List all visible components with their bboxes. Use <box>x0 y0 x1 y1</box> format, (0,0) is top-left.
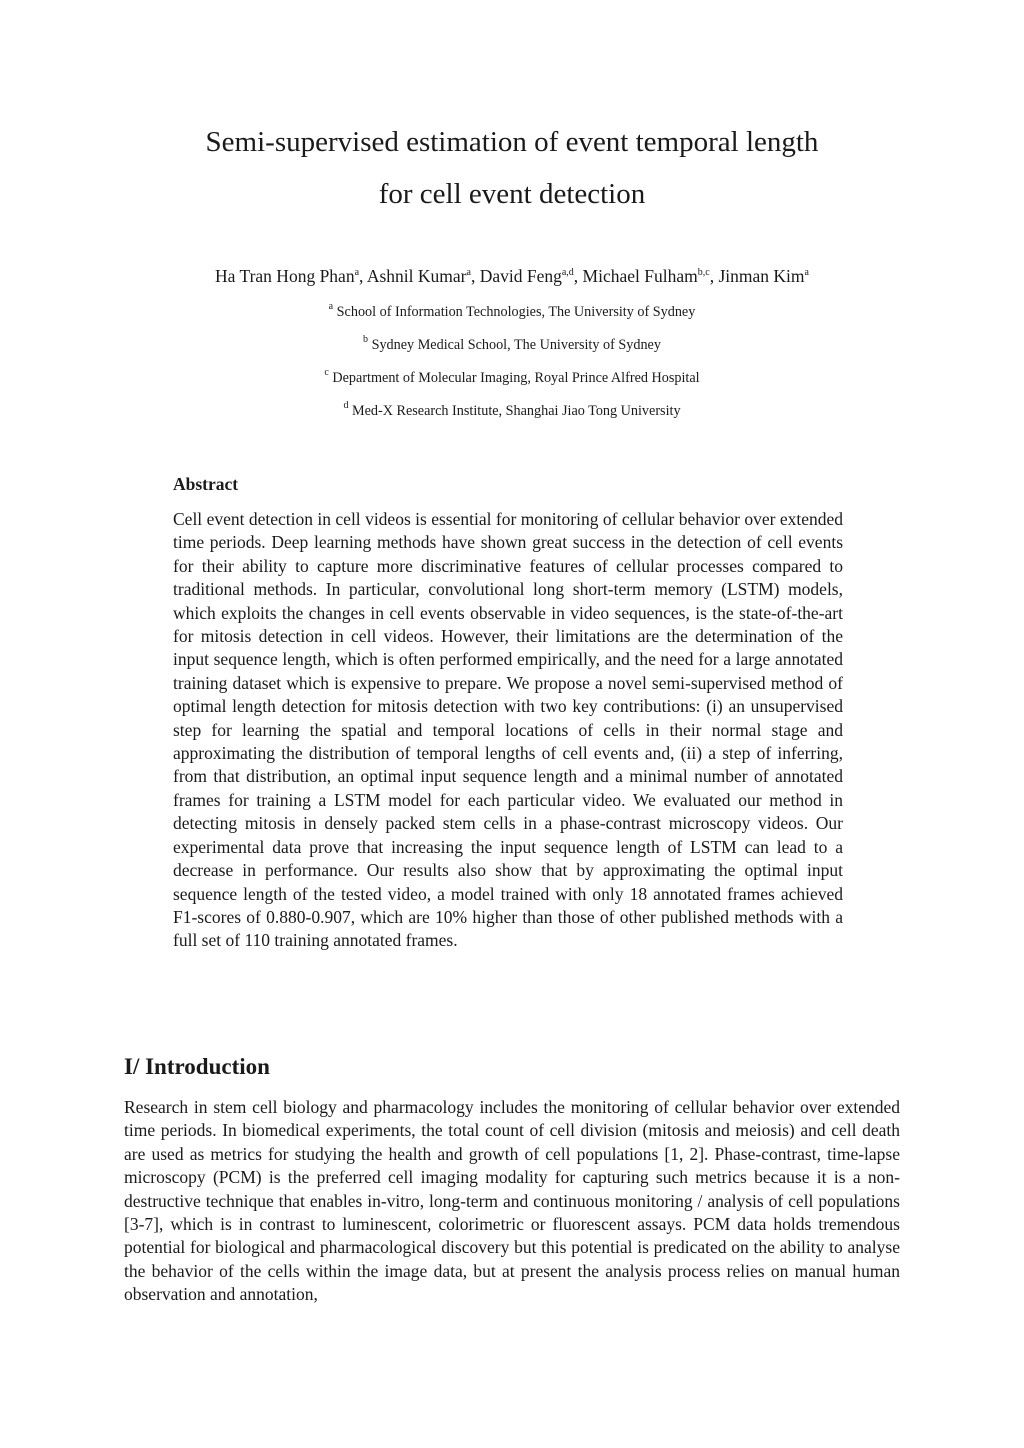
affiliation-c <box>0 368 1024 388</box>
author-name: Ashnil Kumar <box>366 266 467 286</box>
author-separator: , <box>359 266 367 286</box>
affiliation-mark: d <box>343 400 349 411</box>
affiliation-b <box>0 335 1024 355</box>
abstract-heading: Abstract <box>173 474 239 494</box>
author-affiliation-mark: a <box>354 267 360 278</box>
affiliation-mark: b <box>363 334 369 345</box>
paper-title <box>0 116 1024 220</box>
affiliation-mark: c <box>324 367 329 378</box>
author-separator: , <box>709 266 719 286</box>
author-separator: , <box>573 266 583 286</box>
author-name: Michael Fulham <box>582 266 698 286</box>
author-affiliation-mark: a <box>804 267 809 278</box>
abstract-body: Cell event detection in cell videos is essential for monitoring of cellular behavior over extended time periods. Deep learning methods have shown great success in the detection of cell events for their ability to capture more discriminative features of cellular processes compared to traditional methods. In particular, convolutional long short-term memory (LSTM) models, which exploits the changes in cell events observable in video sequences, is the state-of-the-art for mitosis detection in cell videos. However, their limitations are the determination of the input sequence length, which is often performed empirically, and the need for a large annotated training dataset which is expensive to prepare. We propose a novel semi-supervised method of optimal length detection for mitosis detection with two key contributions: (i) an unsupervised step for learning the spatial and temporal locations of cells in their normal stage and approximating the distribution of temporal lengths of cell events and, (ii) a step of inferring, from that distribution, an optimal input sequence length and a minimal number of annotated frames for training a LSTM model for each particular video. We evaluated our method in detecting mitosis in densely packed stem cells in a phase-contrast microscopy videos. Our experimental data prove that increasing the input sequence length of LSTM can lead to a decrease in performance. Our results also show that by approximating the optimal input sequence length of the tested video, a model trained with only 18 annotated frames achieved F1-scores of 0.880-0.907, which are 10% higher than those of other published methods with a full set of 110 training annotated frames. <box>173 509 843 951</box>
author-name: David Feng <box>479 266 562 286</box>
author-affiliation-mark: a <box>466 267 471 278</box>
affiliation-a <box>0 302 1024 322</box>
paper-title-line-1: Semi-supervised estimation of event temporal length <box>205 126 819 158</box>
affiliation-mark: a <box>328 301 334 312</box>
paper-title-line-2: for cell event detection <box>378 178 646 210</box>
author-separator: , <box>470 266 480 286</box>
author-name: Jinman Kim <box>718 266 805 286</box>
affiliation-d <box>0 401 1024 421</box>
introduction-body: Research in stem cell biology and pharmacology includes the monitoring of cellular behavior over extended time periods. In biomedical experiments, the total count of cell division (mitosis and meiosis) and cell death are used as metrics for studying the health and growth of cell populations [1, 2]. Phase-contrast, time-lapse microscopy (PCM) is the preferred cell imaging modality for capturing such metrics because it is a non-destructive technique that enables in-vitro, long-term and continuous monitoring / analysis of cell populations [3-7], which is in contrast to luminescent, colorimetric or fluorescent assays. PCM data holds tremendous potential for biological and pharmacological discovery but this potential is predicated on the ability to analyse the behavior of the cells within the image data, but at present the analysis process relies on manual human observation and annotation, <box>124 1097 900 1305</box>
author-affiliation-mark: b,c <box>697 267 710 278</box>
affiliation-text: Med-X Research Institute, Shanghai Jiao Tong University <box>352 403 681 419</box>
introduction-heading: I/ Introduction <box>124 1054 270 1079</box>
affiliation-text: School of Information Technologies, The University of Sydney <box>336 304 696 320</box>
author-affiliation-mark: a,d <box>561 267 574 278</box>
affiliation-text: Department of Molecular Imaging, Royal Prince Alfred Hospital <box>332 370 700 386</box>
author-name: Ha Tran Hong Phan <box>215 266 355 286</box>
author-list <box>0 264 1024 288</box>
affiliation-text: Sydney Medical School, The University of Sydney <box>371 337 661 353</box>
